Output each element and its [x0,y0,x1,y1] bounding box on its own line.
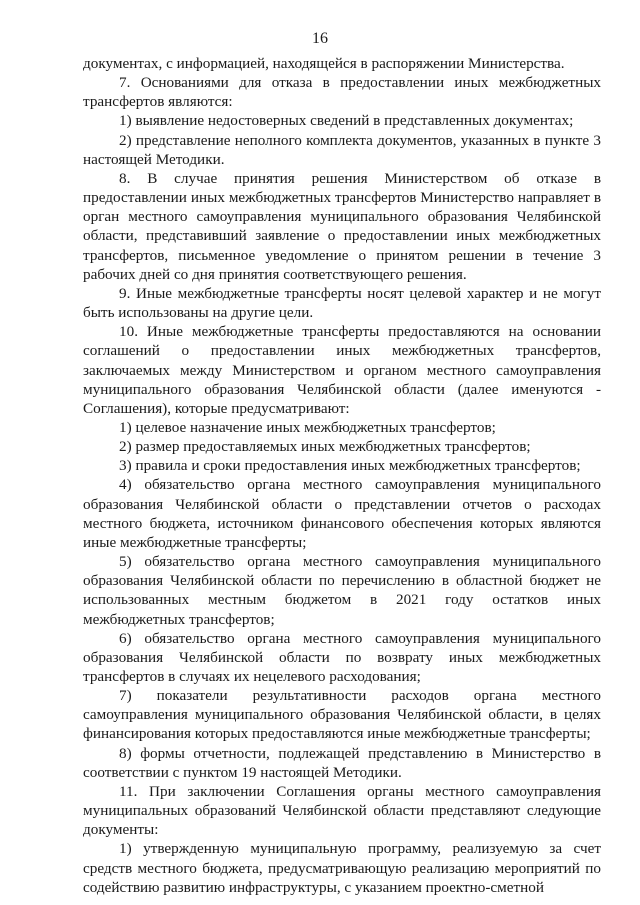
paragraph-continuation: документах, с информацией, находящейся в распоряжении Министерства. [83,55,565,72]
paragraph-item-10-3: 3) правила и сроки предоставления иных межбюджетных трансфертов; [119,457,581,475]
paragraph-item-9: 9. Иные межбюджетные трансферты носят целевой характер и не могут быть использованы на другие цели. [83,284,601,322]
paragraph-item-11-1: 1) утвержденную муниципальную программу, реализуемую за счет средств местного бюджета, предусматривающую реализацию мероприятий по содействию развитию инфраструктуры, с указанием проектно-сметной [83,840,601,896]
paragraph-item-10-7: 7) показатели результативности расходов органа местного самоуправления муниципального образования Челябинской области, в целях финансирования которых предоставляются иные межбюджетные трансферты; [83,687,601,743]
paragraph-item-7-1: 1) выявление недостоверных сведений в представленных документах; [119,112,574,130]
paragraph-item-10: 10. Иные межбюджетные трансферты предоставляются на основании соглашений о предоставлении иных межбюджетных трансфертов, заключаемых между Министерством и органом местного самоуправления муниципального образования Челябинской области (далее именуются - Соглашения), которые предусматривают: [83,323,601,417]
paragraph-item-8: 8. В случае принятия решения Министерством об отказе в предоставлении иных межбюджетных трансфертов Министерство направляет в орган местного самоуправления муниципального образования Челябинской области, представивший заявление о предоставлении иных межбюджетных трансфертов, письменное уведомление о принятом решении в течение 3 рабочих дней со дня принятия соответствующего решения. [83,169,601,283]
paragraph-item-11: 11. При заключении Соглашения органы местного самоуправления муниципальных образований Челябинской области представляют следующие документы: [83,782,601,839]
document-body [83,54,601,897]
page-number: 16 [312,30,328,47]
paragraph-item-10-5: 5) обязательство органа местного самоуправления муниципального образования Челябинской области по перечислению в областной бюджет не использованных местным бюджетом в 2021 году остатков иных межбюджетных трансфертов; [83,553,601,628]
paragraph-item-10-1: 1) целевое назначение иных межбюджетных трансфертов; [119,418,496,436]
paragraph-item-10-6: 6) обязательство органа местного самоуправления муниципального образования Челябинской области по возврату иных межбюджетных трансфертов в случаях их нецелевого расходования; [83,629,601,685]
paragraph-item-10-2: 2) размер предоставляемых иных межбюджетных трансфертов; [119,438,531,456]
paragraph-item-10-4: 4) обязательство органа местного самоуправления муниципального образования Челябинской области о представлении отчетов о расходах местного бюджета, источником финансового обеспечения которых являются иные межбюджетные трансферты; [83,476,601,551]
paragraph-item-7: 7. Основаниями для отказа в предоставлении иных межбюджетных трансфертов являются: [83,74,601,111]
paragraph-item-10-8: 8) формы отчетности, подлежащей представлению в Министерство в соответствии с пунктом 19 настоящей Методики. [83,744,601,781]
paragraph-item-7-2: 2) представление неполного комплекта документов, указанных в пункте 3 настоящей Методики. [83,131,601,168]
